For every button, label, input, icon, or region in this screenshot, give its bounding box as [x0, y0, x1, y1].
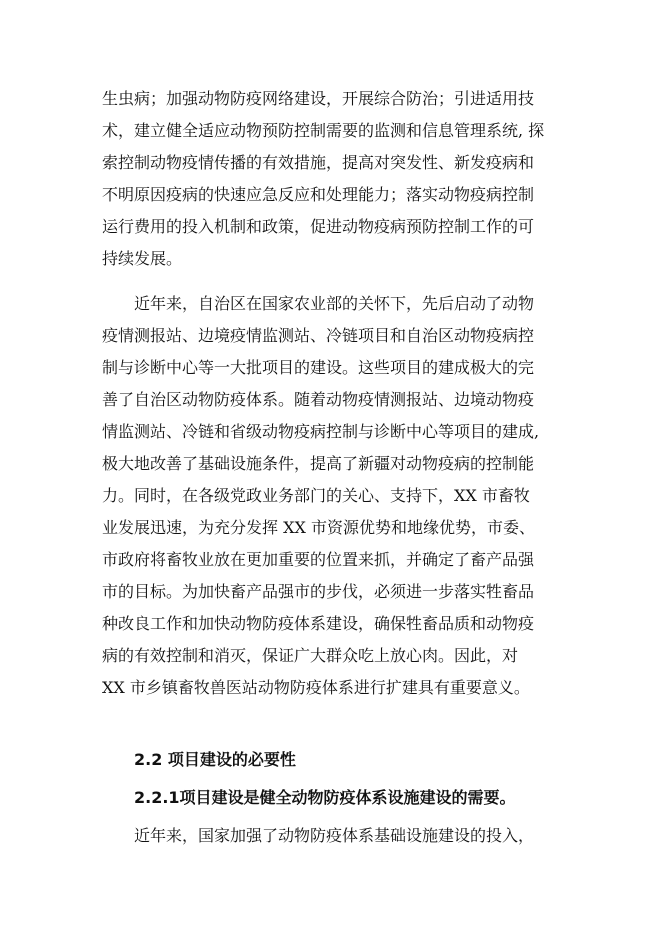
paragraph-2-line: 市政府将畜牧业放在更加重要的位置来抓，并确定了畜产品强	[102, 550, 535, 569]
paragraph-2-line: 病的有效控制和消灭，保证广大群众吃上放心肉。因此，对	[102, 646, 519, 665]
paragraph-1-line: 持续发展。	[102, 249, 183, 268]
paragraph-2-line: 疫情测报站、边境疫情监测站、冷链项目和自治区动物疫病控	[102, 326, 535, 345]
section-heading-2-2: 2.2 项目建设的必要性	[134, 750, 296, 769]
paragraph-3-line: 近年来，国家加强了动物防疫体系基础设施建设的投入，	[134, 826, 535, 845]
paragraph-2-line: 种改良工作和加快动物防疫体系建设，确保牲畜品质和动物疫	[102, 614, 535, 633]
paragraph-2-line: 市的目标。为加快畜产品强市的步伐，必须进一步落实牲畜品	[102, 582, 535, 601]
paragraph-2-line: 善了自治区动物防疫体系。随着动物疫情测报站、边境动物疫	[102, 390, 535, 409]
paragraph-2-line: 业发展迅速，为充分发挥 XX 市资源优势和地缘优势，市委、	[102, 518, 535, 537]
paragraph-2-line: 制与诊断中心等一大批项目的建设。这些项目的建成极大的完	[102, 358, 535, 377]
paragraph-1-line: 生虫病；加强动物防疫网络建设，开展综合防治；引进适用技	[102, 89, 535, 108]
paragraph-2-line: 情监测站、冷链和省级动物疫病控制与诊断中心等项目的建成,	[102, 422, 540, 441]
paragraph-1-line: 术，建立健全适应动物预防控制需要的监测和信息管理系统, 探	[102, 121, 545, 140]
paragraph-1-line: 不明原因疫病的快速应急反应和处理能力；落实动物疫病控制	[102, 185, 535, 204]
paragraph-2-line: 近年来，自治区在国家农业部的关怀下，先后启动了动物	[134, 294, 535, 313]
paragraph-2-line: XX 市乡镇畜牧兽医站动物防疫体系进行扩建具有重要意义。	[102, 678, 530, 697]
paragraph-2-line: 极大地改善了基础设施条件，提高了新疆对动物疫病的控制能	[102, 454, 535, 473]
paragraph-1-line: 索控制动物疫情传播的有效措施，提高对突发性、新发疫病和	[102, 153, 535, 172]
paragraph-2-line: 力。同时，在各级党政业务部门的关心、支持下，XX 市畜牧	[102, 486, 530, 505]
section-heading-2-2-1: 2.2.1项目建设是健全动物防疫体系设施建设的需要。	[134, 788, 516, 807]
paragraph-1-line: 运行费用的投入机制和政策，促进动物疫病预防控制工作的可	[102, 217, 535, 236]
